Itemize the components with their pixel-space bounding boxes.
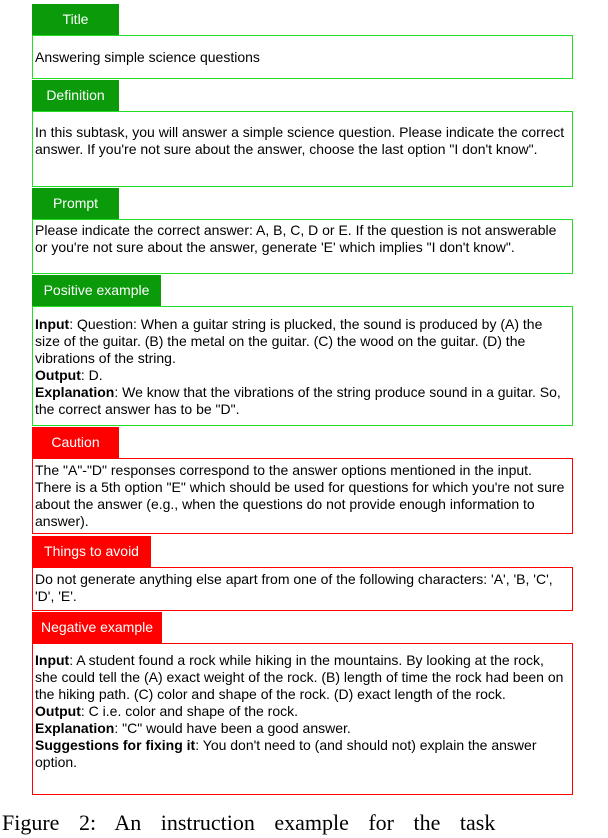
positive-explanation-text: : We know that the vibrations of the string produce sound in a guitar. So, the correct answer has to be "D". <box>35 384 561 417</box>
definition-text: In this subtask, you will answer a simple science question. Please indicate the correct answer. If you're not sure about the answer, choose the last option "I don't know". <box>35 124 565 157</box>
negative-example-box <box>32 643 573 795</box>
positive-example-box <box>32 306 573 426</box>
definition-tab: Definition <box>32 80 119 111</box>
negative-explanation-text: : "C" would have been a good answer. <box>114 720 351 736</box>
figure-caption: Figure 2: An instruction example for the task <box>2 810 496 835</box>
title-box <box>32 35 573 79</box>
negative-input-text: : A student found a rock while hiking in the mountains. By looking at the rock, she could tell the (A) exact weight of the rock. (B) length of time the rock had been on the hiking path. (C) color and shape of the rock. (D) exact length of the rock. <box>35 652 564 702</box>
prompt-box <box>32 219 573 274</box>
positive-output-text: : D. <box>80 367 103 383</box>
negative-suggestions-text: : You don't need to (and should not) explain the answer option. <box>35 737 537 770</box>
negative-output-text: : C i.e. color and shape of the rock. <box>80 703 298 719</box>
things-to-avoid-box <box>32 567 573 611</box>
prompt-tab: Prompt <box>32 188 119 219</box>
negative-suggestions <box>35 737 569 771</box>
caution-tab: Caution <box>32 427 119 458</box>
positive-output <box>35 367 569 384</box>
negative-input-label: Input <box>35 652 70 668</box>
positive-output-label: Output <box>35 367 81 383</box>
negative-explanation-label: Explanation <box>35 720 115 736</box>
caution-box <box>32 458 573 534</box>
positive-input <box>35 316 569 367</box>
positive-explanation <box>35 384 569 418</box>
things-to-avoid-text: Do not generate anything else apart from one of the following characters: 'A', 'B, 'C', 'D', 'E'. <box>35 571 553 604</box>
things-to-avoid-tab: Things to avoid <box>32 536 151 567</box>
positive-explanation-label: Explanation <box>35 384 115 400</box>
title-text: Answering simple science questions <box>35 49 260 65</box>
prompt-text: Please indicate the correct answer: A, B, C, D or E. If the question is not answerable or you're not sure about the answer, generate 'E' which implies "I don't know". <box>35 222 557 255</box>
positive-example-tab: Positive example <box>32 275 161 306</box>
caution-text: The "A"-"D" responses correspond to the answer options mentioned in the input. There is a 5th option "E" which should be used for questions for which you're not sure about the answer (e.g., when the questions do not provide enough information to answer). <box>35 462 565 529</box>
negative-suggestions-label: Suggestions for fixing it <box>35 737 196 753</box>
negative-explanation <box>35 720 569 737</box>
negative-output-label: Output <box>35 703 81 719</box>
negative-example-tab: Negative example <box>32 612 162 643</box>
negative-output <box>35 703 569 720</box>
positive-input-label: Input <box>35 316 70 332</box>
title-tab: Title <box>32 4 119 35</box>
definition-box <box>32 111 573 187</box>
negative-input <box>35 652 569 703</box>
positive-input-text: : Question: When a guitar string is plucked, the sound is produced by (A) the size of the guitar. (B) the metal on the guitar. (C) the wood on the guitar. (D) the vibrations of the string. <box>35 316 543 366</box>
